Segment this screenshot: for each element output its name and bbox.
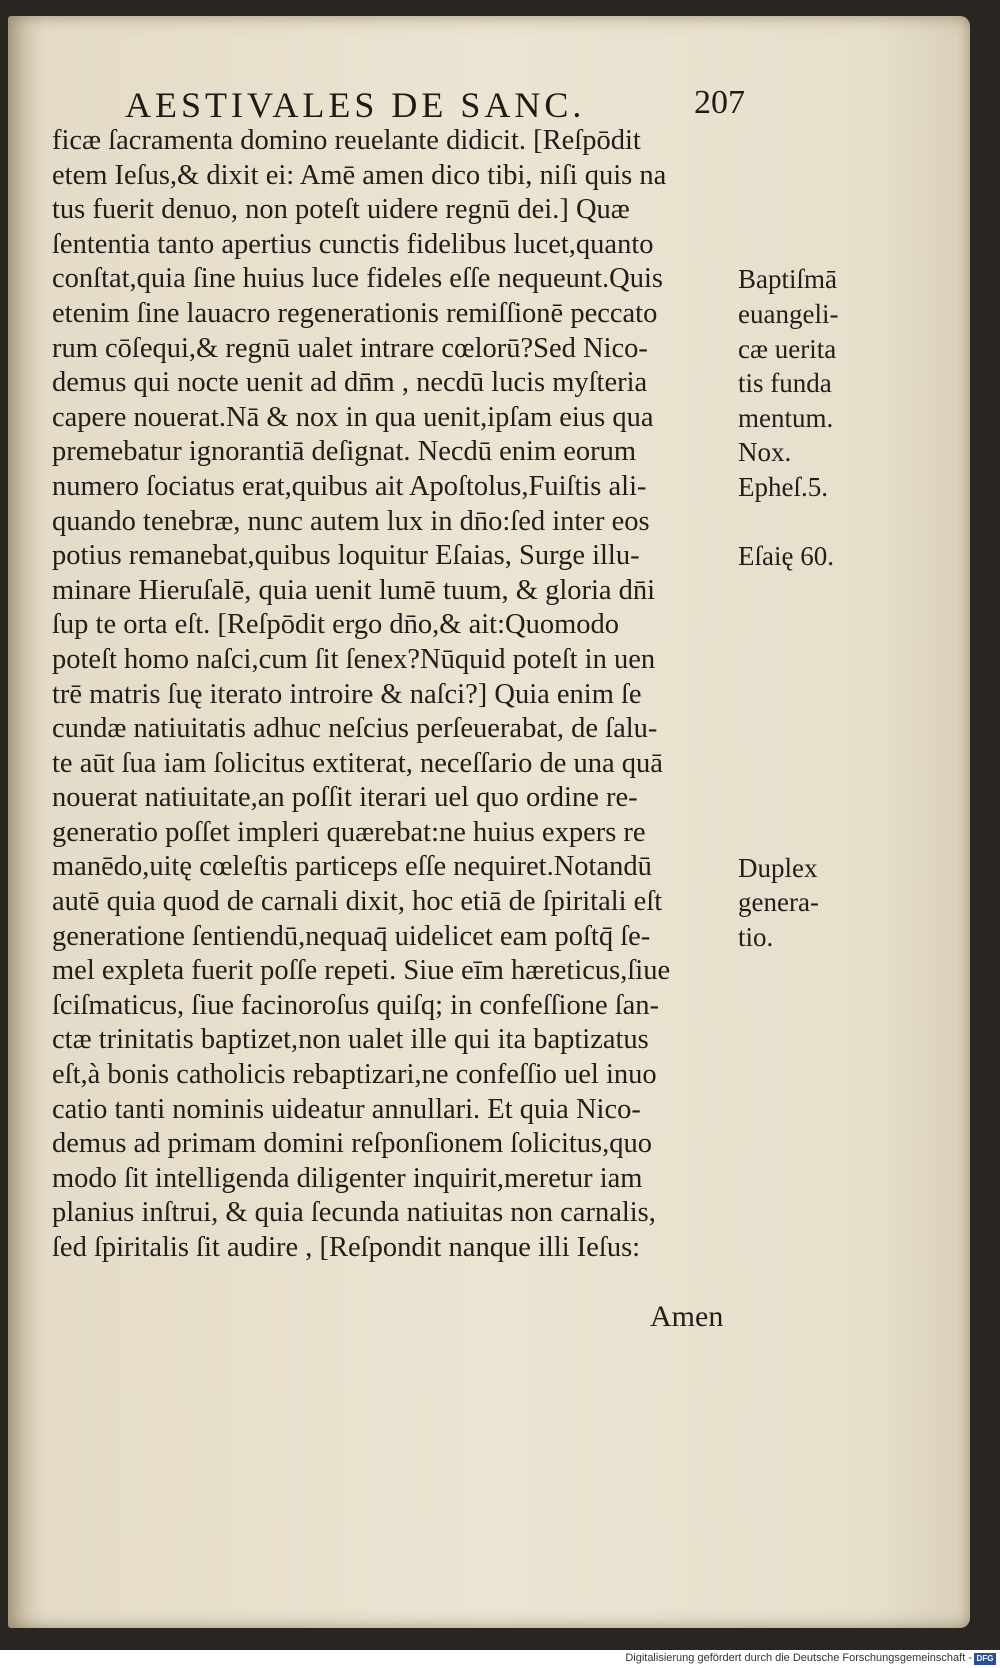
dfg-logo: DFG	[974, 1653, 996, 1665]
text-line: trē matris ſuę iterato introire & naſci?] Quia enim ſe	[52, 678, 642, 710]
text-line: potius remanebat,quibus loquitur Eſaias, Surge illu-	[52, 540, 640, 572]
main-text-block	[52, 124, 742, 1266]
text-line: cundæ natiuitatis adhuc neſcius perſeuerabat, de ſalu-	[52, 713, 658, 745]
text-line: etenim ſine lauacro regenerationis remiſſionē peccato	[52, 297, 658, 329]
marginal-note-line: Epheſ.5.	[738, 472, 828, 502]
marginal-note	[738, 851, 819, 955]
marginal-note	[738, 539, 834, 574]
text-line: planius inſtrui, & quia ſecunda natiuitas non carnalis,	[52, 1197, 656, 1229]
text-line: tus fuerit denuo, non poteſt uidere regnū dei.] Quæ	[52, 194, 630, 226]
text-line: mel expleta fuerit poſſe repeti. Siue eīm hæreticus,ſiue	[52, 955, 671, 987]
marginal-note-line: tio.	[738, 921, 774, 952]
text-line: numero ſociatus erat,quibus ait Apoſtolus,Fuiſtis ali-	[52, 470, 647, 502]
marginal-note-line: Duplex	[738, 852, 818, 883]
text-line: demus qui nocte uenit ad dn̄m , necdū lucis myſteria	[52, 367, 648, 399]
text-line: ſed ſpiritalis ſit audire , [Reſpondit nanque illi Ieſus:	[52, 1232, 641, 1263]
text-line: conſtat,quia ſine huius luce fideles eſſe nequeunt.Quis	[52, 263, 663, 295]
text-line: autē quia quod de carnali dixit, hoc etiā de ſpiritali eſt	[52, 886, 663, 918]
text-line: minare Hieruſalē, quia uenit lumē tuum, & gloria dn̄i	[52, 574, 656, 606]
text-line: ſententia tanto apertius cunctis fidelibus lucet,quanto	[52, 228, 654, 260]
credit-text: Digitalisierung gefördert durch die Deutsche Forschungsgemeinschaft -	[625, 1652, 972, 1664]
marginal-note	[738, 470, 828, 505]
marginal-note-line: Nox.	[738, 437, 792, 468]
text-line: premebatur ignorantiā deſignat. Necdū enim eorum	[52, 436, 637, 468]
text-line: generatione ſentiendū,nequaq̄ uidelicet eam poſtq̄ ſe-	[52, 920, 651, 952]
text-line: catio tanti nominis uideatur annullari. Et quia Nico-	[52, 1093, 641, 1125]
marginal-note	[738, 435, 791, 470]
folio-number: 207	[694, 84, 745, 121]
marginal-note-line: genera-	[738, 887, 819, 918]
catchword: Amen	[650, 1300, 724, 1333]
marginal-note-line: mentum.	[738, 402, 834, 433]
marginal-note-line: cæ uerita	[738, 333, 837, 364]
marginal-note	[738, 262, 838, 435]
marginal-note-line: Eſaię 60.	[738, 541, 834, 572]
text-line: capere nouerat.Nā & nox in qua uenit,ipſam eius qua	[52, 401, 654, 433]
page-header	[125, 84, 745, 124]
text-line: poteſt homo naſci,cum ſit ſenex?Nūquid poteſt in uen	[52, 643, 656, 675]
text-line: demus ad primam domini reſponſionem ſolicitus,quo	[52, 1128, 653, 1160]
text-line: te aūt ſua iam ſolicitus extiterat, neceſſario de una quā	[52, 747, 663, 779]
text-line: modo ſit intelligenda diligenter inquirit,meretur iam	[52, 1162, 643, 1194]
digitization-credit-bar	[0, 1650, 1000, 1668]
text-line: ſciſmaticus, ſiue facinoroſus quiſq; in confeſſione ſan-	[52, 989, 660, 1021]
text-line: nouerat natiuitate,an poſſit iterari uel quo ordine re-	[52, 782, 638, 814]
text-line: generatio poſſet impleri quærebat:ne huius expers re	[52, 816, 646, 848]
text-line: ſup te orta eſt. [Reſpōdit ergo dn̄o,& ait:Quomodo	[52, 609, 620, 641]
text-line: rum cōſequi,& regnū ualet intrare cœlorū?Sed Nico-	[52, 332, 648, 364]
running-head: AESTIVALES DE SANC.	[125, 85, 586, 125]
marginal-note-line: tis funda	[738, 368, 832, 399]
text-line: ctæ trinitatis baptizet,non ualet ille qui ita baptizatus	[52, 1024, 649, 1056]
marginal-note-line: euangeli-	[738, 298, 839, 329]
marginal-note-line: Baptiſmā	[738, 264, 837, 295]
text-line: manēdo,uitę cœleſtis particeps eſſe nequiret.Notandū	[52, 851, 652, 883]
text-line: quando tenebræ, nunc autem lux in dn̄o:ſed inter eos	[52, 505, 650, 537]
text-line: etem Ieſus,& dixit ei: Amē amen dico tibi, niſi quis na	[52, 159, 667, 191]
text-line: ficæ ſacramenta domino reuelante didicit. [Reſpōdit	[52, 125, 641, 156]
text-line: eſt,à bonis catholicis rebaptizari,ne confeſſio uel inuo	[52, 1059, 657, 1091]
